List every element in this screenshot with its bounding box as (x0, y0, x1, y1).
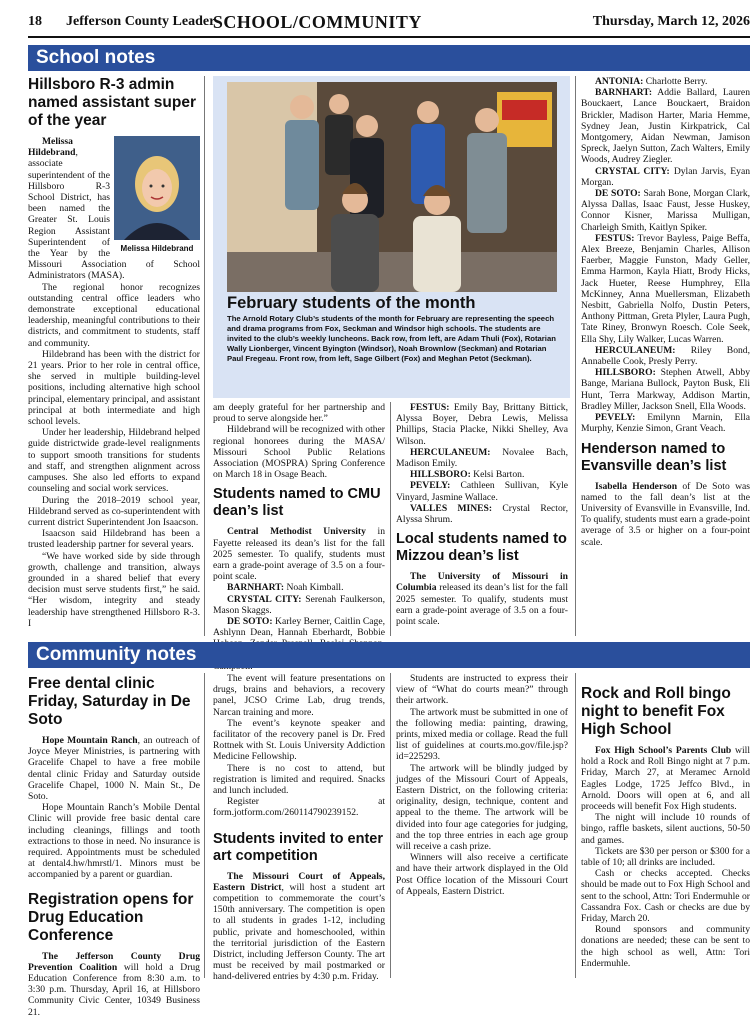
page-header (28, 8, 750, 36)
art-column: Students are instructed to express their view of “What do courts mean?” through their artwork. The artwork must be submitted in one of the following media: painting, drawing, prints, mixed media or collage. Read the full list of guidelines at courts.mo.gov/file.jsp?id=225293. The artwork will be blindly judged by judges of the Missouri Court of Appeals, Eastern District, on the following criteria: originality, design, technique, content and appeal to the theme. The artwork will be divided into four age categories for judging, and the top three entries in each age group will receive a cash prize. Winners will also receive a certificate and have their artwork displayed in the Old Post Office location of the Missouri Court of Appeals, Eastern District. (396, 673, 568, 897)
column-divider (575, 76, 576, 636)
drug-art-column: The event will feature presentations on drugs, brains and behaviors, a recovery panel, JCSO Crime Lab, drug trends, Narcan training and more. The event’s keynote speaker and facilitator of the recovery panel is Dr. Fred Rottnek with St. Louis University Addiction Medicine Fellowship. There is no cost to attend, but registration is limited and required. Snacks and lunch included. Register at form.jotform.com/260114790239152. Students invited to enter art competition The Missouri Court of Appeals, Eastern District, will host a student art competition to commemorate the court’s 150th anniversary. The competition is open to all students in grades 1-12, including public, private and homeschooled, within the territorial jurisdiction of the Eastern District, including Jefferson County. The art must be received by mail postmarked or hand-delivered entries by 4:30 p.m. Friday. (213, 673, 385, 983)
dental-article: Free dental clinic Friday, Saturday in De Soto Hope Mountain Ranch, an outreach of Joyce Meyer Ministries, is partnering with Gracelife Chapel to have a free mobile dental clinic Friday and Saturday outside Gracelife Chapel, 1000 N. Main St., De Soto. Hope Mountain Ranch’s Mobile Dental Clinic will provide free basic dental care including cleanings, fillings and tooth extractions to those in need. No insurance is required. Appointments must be scheduled at dental4.hw/hmrstl/1. Minors must be accompanied by a parent or guardian. Registration opens for Drug Education Conference The Jefferson County Drug Prevention Coalition will hold a Drug Education Conference from 8:30 a.m. to 3:30 p.m. Thursday, April 16, at Hillsboro Community Civic Center, 10349 Business 21. (28, 675, 200, 1018)
column-divider (204, 76, 205, 636)
column-divider (575, 673, 576, 978)
hildebrand-portrait (114, 136, 200, 240)
cmu-headline: Students named to CMU dean’s list (213, 486, 381, 520)
bingo-headline: Rock and Roll bingo night to benefit Fox High School (581, 685, 731, 738)
mizzou-column: ANTONIA: Charlotte Berry. BARNHART: Addie Ballard, Lauren Bouckaert, Lance Bouckaert, Braidon Brickler, Madison Harter, Maria Hemme, Sydney Jean, Justin Kirkpatrick, Cal Montgomery, Aidan Newman, Jamison Spreck, Jaelyn Sutton, Zach Walters, Emily Woods, Audrey Ziegler. CRYSTAL CITY: Dylan Jarvis, Eyan Morgan. DE SOTO: Sarah Bone, Morgan Clark, Alyssa Dallas, Isaac Faust, Jesse Huskey, Connor Kisner, Marissa Mulligan, Charleigh Smith, Kaitlyn Spiker. FESTUS: Trevor Bayless, Paige Beffa, Alex Breeze, Benjamin Charles, Allison Faerber, Maggie Funston, Mady Geller, Emma Harmon, Kayla Hiatt, Brody Hicks, Jack Hueter, Reese Humphrey, Ella McKinney, Anna Muellersman, Elizabeth Nesbitt, Gabriella Nolfo, Dustin Peters, Anthony Pittman, Greta Plyler, Laura Pugh, Tate Riney, Bronwyn Roesch. Cole Seek, Ella Shy, Lily Walker, Lucas Warren. HERCULANEUM: Riley Bond, Annabelle Cook, Presly Perry. HILLSBORO: Stephen Atwell, Abby Bange, Mariana Bullock, Payton Busk, Eli Hunt, Terra Markway, Addison Martin, Bradley Miller, Jackson Snell, Ella Woods. PEVELY: Emilynn Marnin, Ella Murphy, Kenzie Simon, Grant Veach. Henderson named to Evansville dean’s list Isabella Henderson of De Soto was named to the fall dean’s list at the University of Evansville in Evansville, Ind. To qualify, students must earn a grade-point average of 3.5 or higher on a four-point scale. (581, 76, 751, 548)
rotary-feature (213, 76, 570, 398)
evansville-headline: Henderson named to Evansville dean’s list (581, 440, 727, 474)
paper-name: Jefferson County Leader (66, 14, 216, 29)
header-rule (28, 36, 750, 38)
column-divider (204, 673, 205, 978)
page-number: 18 (28, 14, 42, 29)
dental-headline: Free dental clinic Friday, Saturday in De Soto (28, 675, 191, 728)
bingo-article: Rock and Roll bingo night to benefit Fox High School Fox High School’s Parents Club will hold a Rock and Roll Bingo night at 7 p.m. Friday, March 27, at Meramec Arnold Eagles Lodge, 1725 Jeffco Blvd., in Arnold. Doors will open at 6, and all proceeds will benefit Fox High students. The night will include 10 rounds of bingo, raffle baskets, silent auctions, 50-50 and games. Tickets are $30 per person or $300 for a table of 10; all drinks are included. Cash or checks accepted. Checks should be made out to Fox High School and sent to the school, Attn: Tori Endermuhle or Cassandra Fox. Cash or checks are due by Friday, March 20. Round sponsors and community donations are needed; these can be sent to the high school as well, Attn: Tori Endermuhle. (581, 685, 750, 969)
rotary-caption: The Arnold Rotary Club’s students of the month for February are representing the speech and drama programs from Fox, Seckman and Windsor high schools. The students are invited to the club’s weekly luncheons. Back row, from left, are Adam Thuli (Fox), Rotarian Wally Lionberger, Vincent Byington (Windsor), Noah Brownlow (Seckman) and Rotarian Paul Fregeau. Front row, from left, Sage Gilbert (Fox) and Meghan Petot (Seckman). (227, 314, 556, 363)
column-divider (390, 673, 391, 978)
issue-date: Thursday, March 12, 2026 (592, 14, 750, 29)
column-divider (390, 402, 391, 636)
hildebrand-headline: Hillsboro R-3 admin named assistant super of the year (28, 76, 196, 129)
community-notes-banner: Community notes (28, 642, 750, 668)
rotary-group-photo (227, 82, 557, 292)
hildebrand-photo-block (114, 136, 200, 254)
cmu-continued-column: FESTUS: Emily Bay, Brittany Bittick, Alyssa Boyer, Debra Lewis, Melissa Phillips, Stacia Placke, Nikki Shelley, Ava Wilson. HERCULANEUM: Novalee Bach, Madison Emily. HILLSBORO: Kelsi Barton. PEVELY: Cathleen Sullivan, Kyle Vinyard, Jasmine Wallace. VALLES MINES: Crystal Rector, Alyssa Shrum. Local students named to Mizzou dean’s list The University of Missouri in Columbia released its dean’s list for the fall 2025 semester. To qualify, students must earn a grade-point average of 3.5 on a four-point scale. (396, 402, 568, 628)
mizzou-headline: Local students named to Mizzou dean’s list (396, 531, 567, 565)
hildebrand-photo-caption: Melissa Hildebrand (120, 244, 194, 254)
rotary-title: February students of the month (227, 294, 476, 312)
art-headline: Students invited to enter art competition (213, 830, 383, 864)
school-notes-banner: School notes (28, 45, 750, 71)
section-title: SCHOOL/COMMUNITY (212, 11, 422, 32)
drug-headline: Registration opens for Drug Education Conference (28, 890, 194, 944)
cmu-column: am deeply grateful for her partnership and proud to serve alongside her.” Hildebrand will be recognized with other regional honorees during the MASA/ Missouri School Public Relations Association (MOSPRA) Spring Conference on March 18 in Osage Beach. Students named to CMU dean’s list Central Methodist University in Fayette released its dean’s list for the fall 2025 semester. To qualify, students must earn a grade-point average of 3.5 on a four-point scale. BARNHART: Noah Kimball. CRYSTAL CITY: Serenah Faulkerson, Mason Skaggs. DE SOTO: Karley Berner, Caitlin Cage, Ashlynn Dean, Hannah Eberhardt, Bobbie (213, 402, 385, 639)
hildebrand-article: Hillsboro R-3 admin named assistant super of the year Melissa Hildebrand Melissa Hildebrand, associate superintendent of the Hillsboro R-3 School District, has been named the Greater St. Louis Region Assistant Superintendent of the Year by the Missouri Association of School Administrators (MASA). The regional honor recognizes outstanding central office leaders who demonstrate exceptional educational leadership, meaningful contributions to their districts, and commitment to students, staff and community. Hildebrand has been with the district for 21 years. Prior to her role in central office, she served in multiple building-level positions, including alternative high school principal, elementary principal, and assistant principal at both intermediate and high school levels. Under her leadership, Hildebrand helped guide districtwide grade-level realignments to support smooth transitions for students and staff, and strengthen alignment across campuses. She also led efforts to expand counseling and social work services. During the 2018–2019 school year, Hildebrand served as co-superintendent with current district Superintendent Jon Isaacson. Isaacson said Hildebrand has been a trusted leadership partner for several years. “We have worked side by side through growth, challenge and transition, always grounded in a shared belief that every decision must serve students first,” he said. “Her wisdom, integrity and steady leadership have strengthened Hillsboro R-3. I (28, 76, 200, 629)
